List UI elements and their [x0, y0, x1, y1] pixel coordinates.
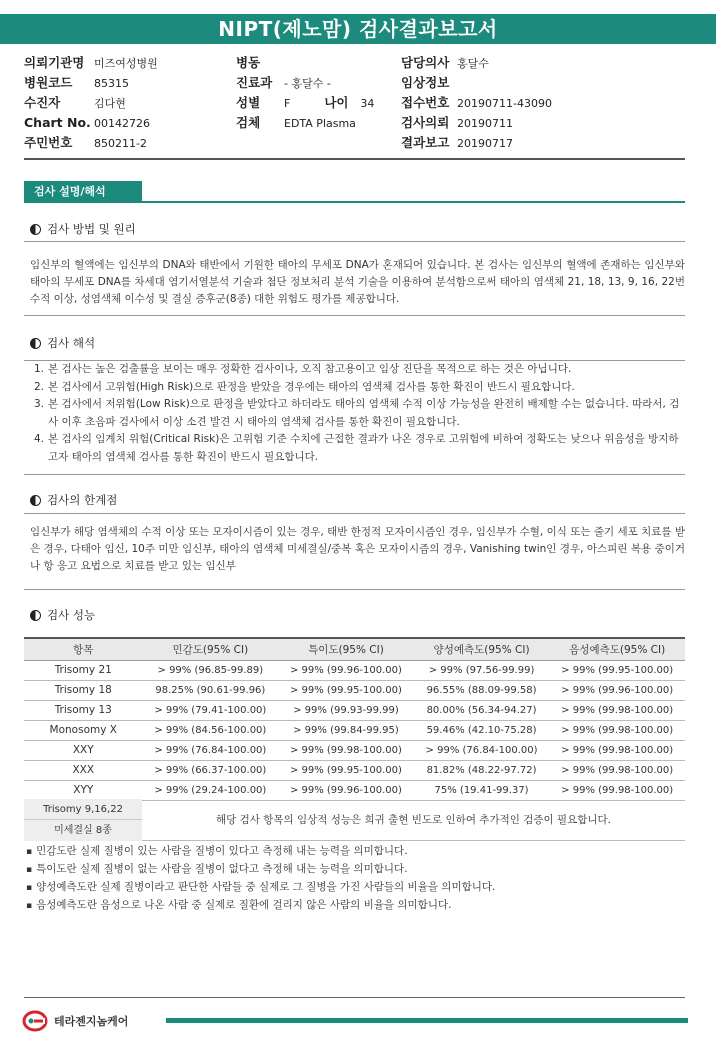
- column-header: 특이도(95% CI): [278, 638, 414, 660]
- list-item: 4. 본 검사의 임계치 위험(Critical Risk)은 고위험 기준 수치에 근접한 결과가 나온 경우로 고위험에 비하여 정확도는 낮으나 위음성을 방지하고자 태아의 염색체 검사를 통한 확진이 반드시 필요합니다.: [34, 433, 679, 463]
- footer-divider: [24, 997, 685, 998]
- label-chart-no: Chart No.: [24, 115, 91, 130]
- divider: [24, 589, 685, 590]
- value-specimen: EDTA Plasma: [284, 117, 356, 130]
- half-circle-icon: [30, 610, 41, 621]
- divider: [24, 315, 685, 316]
- method-heading-text: 검사 방법 및 원리: [47, 222, 136, 236]
- interpretation-heading: [30, 335, 95, 351]
- limits-heading: [30, 492, 117, 508]
- company-name: 테라젠지놈케어: [54, 1015, 129, 1028]
- table-row: Trisomy 13 > 99% (79.41-100.00) > 99% (99.93-99.99) 80.00% (56.34-94.27) > 99% (99.98-100.00): [24, 700, 685, 720]
- footer-accent-bar: [166, 1018, 688, 1023]
- patient-info-col2: [236, 54, 374, 134]
- label-department: 진료과: [236, 75, 273, 90]
- value-request-date: 20190711: [457, 117, 513, 130]
- limits-text: 임신부가 해당 염색체의 수적 이상 또는 모자이시즘이 있는 경우, 태반 한정적 모자이시즘인 경우, 임신부가 수혈, 이식 또는 줄기 세포 치료를 받은 경우, 다태아 임신, 10주 미만 임신부, 태아의 염색체 미세결실/중복 혹은 모자이시즘의 경우, Vanishing twin인 경우, 아스피린 복용 중이거나 항 응고 요법으로 치료를 받고 있는 임신부: [30, 526, 685, 572]
- divider: [24, 513, 685, 514]
- label-ward: 병동: [236, 55, 261, 70]
- half-circle-icon: [30, 224, 41, 235]
- table-row: Monosomy X > 99% (84.56-100.00) > 99% (99.84-99.95) 59.46% (42.10-75.28) > 99% (99.98-100.00): [24, 720, 685, 740]
- list-item: 2. 본 검사에서 고위험(High Risk)으로 판정을 받았을 경우에는 태아의 염색체 검사를 통한 확진이 반드시 필요합니다.: [34, 380, 575, 393]
- multi-label-trisomy: Trisomy 9,16,22: [24, 799, 142, 820]
- divider: [24, 474, 685, 475]
- multi-item-labels: [24, 799, 142, 841]
- label-doctor: 담당의사: [401, 55, 450, 70]
- label-age: 나이: [324, 95, 349, 110]
- section-tag: 검사 설명/해석: [24, 181, 142, 202]
- label-patient: 수진자: [24, 95, 61, 110]
- list-item: 1. 본 검사는 높은 검출률을 보이는 매우 정확한 검사이나, 오직 참고용이고 임상 진단을 목적으로 하는 것은 아닙니다.: [34, 363, 572, 375]
- label-institution: 의뢰기관명: [24, 55, 85, 70]
- table-row: XXY > 99% (76.84-100.00) > 99% (99.98-100.00) > 99% (76.84-100.00) > 99% (99.98-100.00): [24, 740, 685, 760]
- method-text: 임신부의 혈액에는 임신부의 DNA와 태반에서 기원한 태아의 무세포 DNA가 혼재되어 있습니다. 본 검사는 임신부의 혈액에 존재하는 임신부와 태아의 무세포 DNA를 차세대 염기서열분석 기술과 첨단 정보처리 분석 기술을 이용하여 분석함으로써 태아의 염색체 21, 18, 13, 9, 16, 22번 수적 이상, 성염색체 이수성 및 결실 증후군(8종) 대한 위험도 평가를 제공합니다.: [30, 259, 685, 305]
- table-header-row: [24, 638, 685, 660]
- table-row: XYY > 99% (29.24-100.00) > 99% (99.96-100.00) 75% (19.41-99.37) > 99% (99.98-100.00): [24, 780, 685, 800]
- performance-heading: [30, 607, 95, 623]
- column-header: 양성예측도(95% CI): [414, 638, 550, 660]
- table-row: XXX > 99% (66.37-100.00) > 99% (99.95-100.00) 81.82% (48.22-97.72) > 99% (99.98-100.00): [24, 760, 685, 780]
- label-resident-no: 주민번호: [24, 135, 73, 150]
- patient-info-col3: [401, 54, 552, 154]
- divider: [24, 241, 685, 242]
- limits-heading-text: 검사의 한계점: [47, 493, 118, 507]
- multi-item-note: 해당 검사 항목의 임상적 성능은 희귀 출현 빈도로 인하여 추가적인 검증이 필요합니다.: [215, 814, 612, 826]
- value-resident-no: 850211-2: [94, 137, 147, 150]
- table-row: Trisomy 18 98.25% (90.61-99.96) > 99% (99.95-100.00) 96.55% (88.09-99.58) > 99% (99.96-100.00): [24, 680, 685, 700]
- company-logo: [22, 1010, 128, 1032]
- label-sex: 성별: [236, 95, 261, 110]
- label-hospital-code: 병원코드: [24, 75, 73, 90]
- patient-info-col1: [24, 54, 158, 154]
- company-logo-icon: [22, 1010, 50, 1032]
- multi-item-row: [24, 799, 685, 841]
- value-patient: 김다현: [94, 97, 126, 110]
- value-department: - 홍달수 -: [284, 77, 331, 90]
- value-report-date: 20190717: [457, 137, 513, 150]
- report-title: NIPT(제노맘) 검사결과보고서: [0, 14, 716, 44]
- label-receipt-no: 접수번호: [401, 95, 450, 110]
- list-item: ▪ 음성예측도란 음성으로 나온 사람 중 실제로 질환에 걸리지 않은 사람의 비율을 의미합니다.: [26, 897, 495, 915]
- list-item: ▪ 특이도란 실제 질병이 없는 사람을 질병이 없다고 측정해 내는 능력을 의미합니다.: [26, 861, 495, 879]
- definition-notes: [26, 843, 495, 915]
- method-heading: [30, 221, 136, 237]
- value-doctor: 홍달수: [457, 57, 489, 70]
- value-institution: 미즈여성병원: [94, 57, 158, 70]
- list-item: 3. 본 검사에서 저위험(Low Risk)으로 판정을 받았다고 하더라도 태아의 염색체 수적 이상 가능성을 완전히 배제할 수는 없습니다. 따라서, 검사 이후 초음파 검사에서 이상 소견 발견 시 태아의 염색체 검사를 통한 확진이 필요합니다.: [34, 398, 680, 428]
- column-header: 음성예측도(95% CI): [549, 638, 685, 660]
- interpretation-heading-text: 검사 해석: [47, 336, 96, 350]
- column-header: 항목: [24, 638, 143, 660]
- section-underline: [24, 201, 685, 203]
- table-row: Trisomy 21 > 99% (96.85-99.89) > 99% (99.96-100.00) > 99% (97.56-99.99) > 99% (99.95-100.00): [24, 660, 685, 680]
- half-circle-icon: [30, 495, 41, 506]
- label-report-date: 결과보고: [401, 135, 450, 150]
- column-header: 민감도(95% CI): [143, 638, 279, 660]
- value-receipt-no: 20190711-43090: [457, 97, 552, 110]
- performance-table: [24, 637, 685, 801]
- value-age: 34: [360, 97, 375, 110]
- multi-label-microdeletion: 미세결실 8종: [54, 825, 112, 836]
- label-request-date: 검사의뢰: [401, 115, 450, 130]
- header-divider: [24, 158, 685, 160]
- value-hospital-code: 85315: [94, 77, 129, 90]
- half-circle-icon: [30, 338, 41, 349]
- list-item: ▪ 양성예측도란 실제 질병이라고 판단한 사람들 중 실제로 그 질병을 가진 사람들의 비율을 의미합니다.: [26, 879, 495, 897]
- value-chart-no: 00142726: [94, 117, 150, 130]
- label-specimen: 검체: [236, 115, 261, 130]
- value-sex: F: [284, 97, 291, 110]
- performance-heading-text: 검사 성능: [47, 608, 96, 622]
- interpretation-list: [34, 361, 685, 466]
- label-clinical-info: 임상정보: [401, 75, 450, 90]
- list-item: ▪ 민감도란 실제 질병이 있는 사람을 질병이 있다고 측정해 내는 능력을 의미합니다.: [26, 843, 495, 861]
